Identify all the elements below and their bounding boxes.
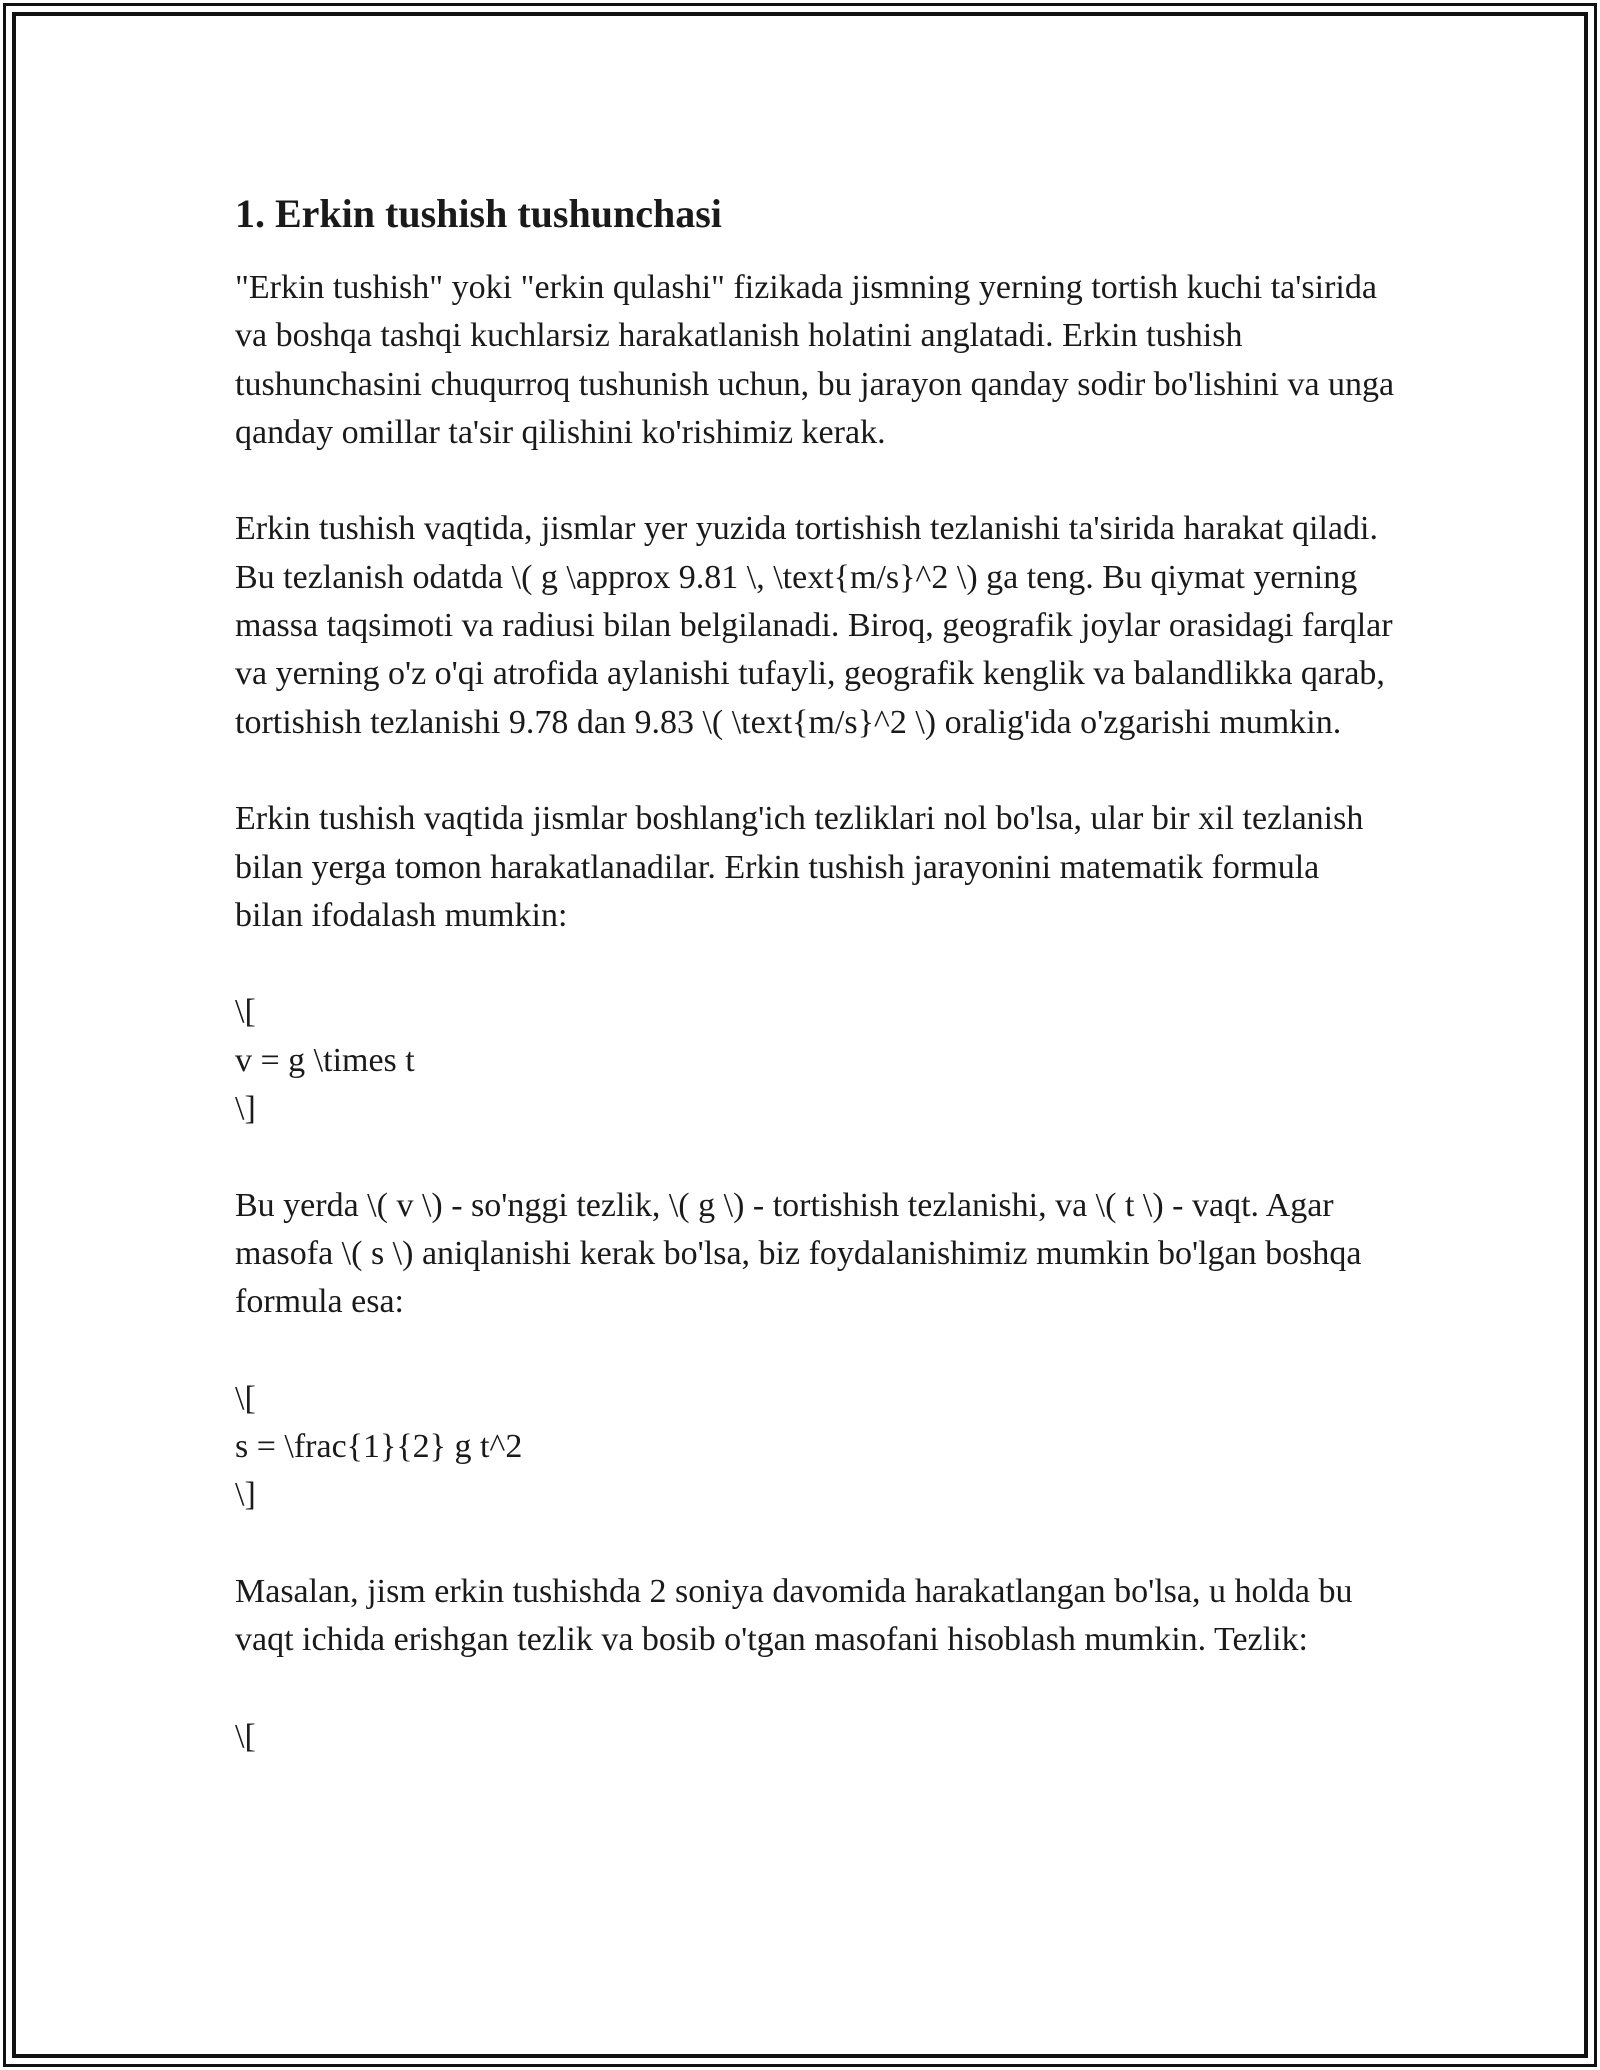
formula-expression: s = \frac{1}{2} g t^2 [235,1428,523,1466]
formula-close-delimiter: \] [235,1090,256,1128]
paragraph-5: Masalan, jism erkin tushishda 2 soniya davomida harakatlangan bo'lsa, u holda bu vaqt ichida erishgan tezlik va bosib o'tgan masofani hisoblash mumkin. Tezlik: [235,1573,1353,1659]
formula-open-delimiter: \[ [235,1379,256,1417]
formula-close-delimiter: \] [235,1476,256,1514]
formula-open-delimiter: \[ [235,1717,256,1755]
paragraph-3: Erkin tushish vaqtida jismlar boshlang'ich tezliklari nol bo'lsa, ular bir xil tezlanish bilan yerga tomon harakatlanadilar. Erkin tushish jarayonini matematik formula bilan ifodalash mumkin: [235,800,1364,934]
formula-expression: v = g \times t [235,1041,415,1079]
formula-velocity [235,988,1395,1133]
formula-speed-start [235,1713,1395,1761]
formula-distance [235,1375,1395,1520]
formula-open-delimiter: \[ [235,993,256,1031]
paragraph-1: "Erkin tushish" yoki "erkin qulashi" fizikada jismning yerning tortish kuchi ta'sirida va boshqa tashqi kuchlarsiz harakatlanish holatini anglatadi. Erkin tushish tushunchasini chuqurroq tushunish uchun, bu jarayon qanday sodir bo'lishini va unga qanday omillar ta'sir qilishini ko'rishimiz kerak. [235,269,1395,451]
section-heading: 1. Erkin tushish tushunchasi [235,191,722,236]
document-body [235,188,1395,1810]
paragraph-2: Erkin tushish vaqtida, jismlar yer yuzida tortishish tezlanishi ta'sirida harakat qiladi. Bu tezlanish odatda \( g \approx 9.81 \, \text{m/s}^2 \) ga teng. Bu qiymat yerning massa taqsimoti va radiusi bilan belgilanadi. Biroq, geografik joylar orasidagi farqlar va yerning o'z o'qi atrofida aylanishi tufayli, geografik kenglik va balandlikka qarab, tortishish tezlanishi 9.78 dan 9.83 \( \text{m/s}^2 \) oralig'ida o'zgarishi mumkin. [235,510,1393,741]
paragraph-4: Bu yerda \( v \) - so'nggi tezlik, \( g \) - tortishish tezlanishi, va \( t \) - vaqt. Agar masofa \( s \) aniqlanishi kerak bo'lsa, biz foydalanishimiz mumkin bo'lgan boshqa formula esa: [235,1186,1362,1321]
